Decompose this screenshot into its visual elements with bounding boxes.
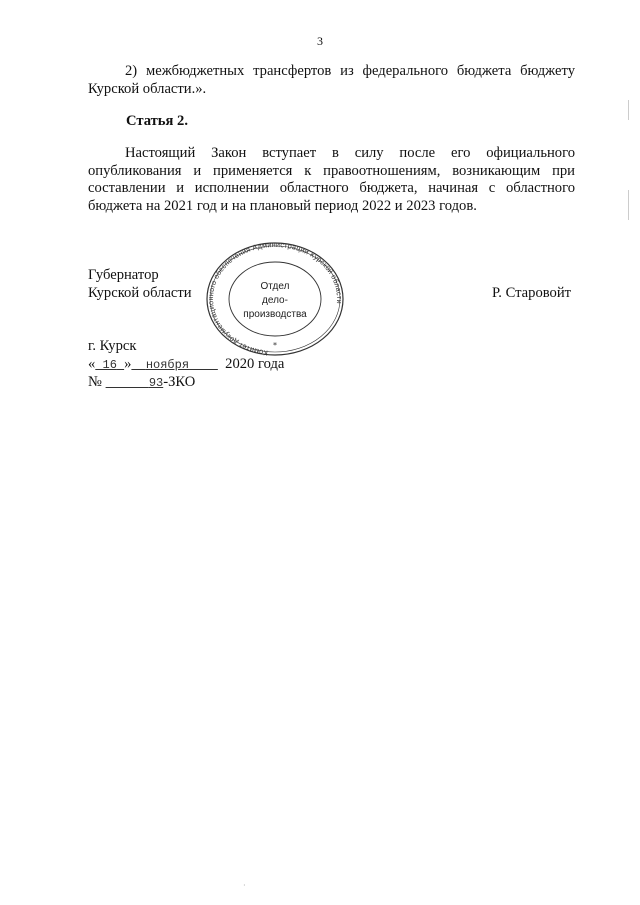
stamp-center-line: Отдел	[260, 281, 290, 292]
paragraph-line: опубликования и применяется к правоотношениям, возникающим при	[88, 162, 575, 179]
paragraph-line: 2) межбюджетных трансфертов из федерального бюджета бюджету	[125, 63, 575, 79]
number-field	[106, 376, 164, 390]
number-prefix: №	[88, 374, 102, 390]
paragraph-line: составлении и исполнении областного бюджета, начиная с областного	[88, 180, 575, 196]
adoption-date	[88, 356, 284, 375]
stamp-ring-text: Комитет документационного обеспечения Администрации Курской области	[206, 239, 345, 358]
governor-title	[88, 267, 192, 302]
svg-text:*: *	[273, 341, 277, 350]
stamp-center-line: дело-	[262, 295, 288, 306]
date-year: 2020 года	[225, 355, 285, 372]
paragraph-line: Курской области.».	[88, 80, 207, 97]
stamp-center-line: производства	[243, 309, 307, 320]
date-close-quote: »	[124, 355, 132, 372]
margin-mark	[628, 190, 629, 220]
article-heading: Статья 2.	[126, 113, 188, 129]
governor-name: Р. Старовойт	[492, 285, 572, 301]
law-number	[88, 374, 284, 393]
scan-dot: ·	[243, 881, 246, 890]
date-month	[131, 358, 217, 372]
number-value: 93	[148, 376, 164, 390]
governor-title-line: Курской области	[88, 284, 192, 301]
margin-mark	[628, 100, 629, 120]
paragraph-transfers	[88, 63, 575, 98]
number-suffix: -ЗКО	[163, 374, 196, 390]
date-month-value: ноября	[145, 357, 190, 372]
date-day-value: 16	[102, 357, 117, 372]
date-open-quote: «	[88, 355, 96, 372]
date-day	[95, 358, 124, 372]
governor-title-line: Губернатор	[88, 267, 159, 283]
paragraph-line: бюджета на 2021 год и на плановый период 2022 и 2023 годов.	[88, 197, 477, 214]
paragraph-line: Настоящий Закон вступает в силу после его официального	[125, 145, 575, 161]
place-and-date	[88, 338, 284, 393]
paragraph-article-2	[88, 145, 575, 215]
city: г. Курск	[88, 338, 137, 354]
page-number: 3	[317, 34, 323, 48]
